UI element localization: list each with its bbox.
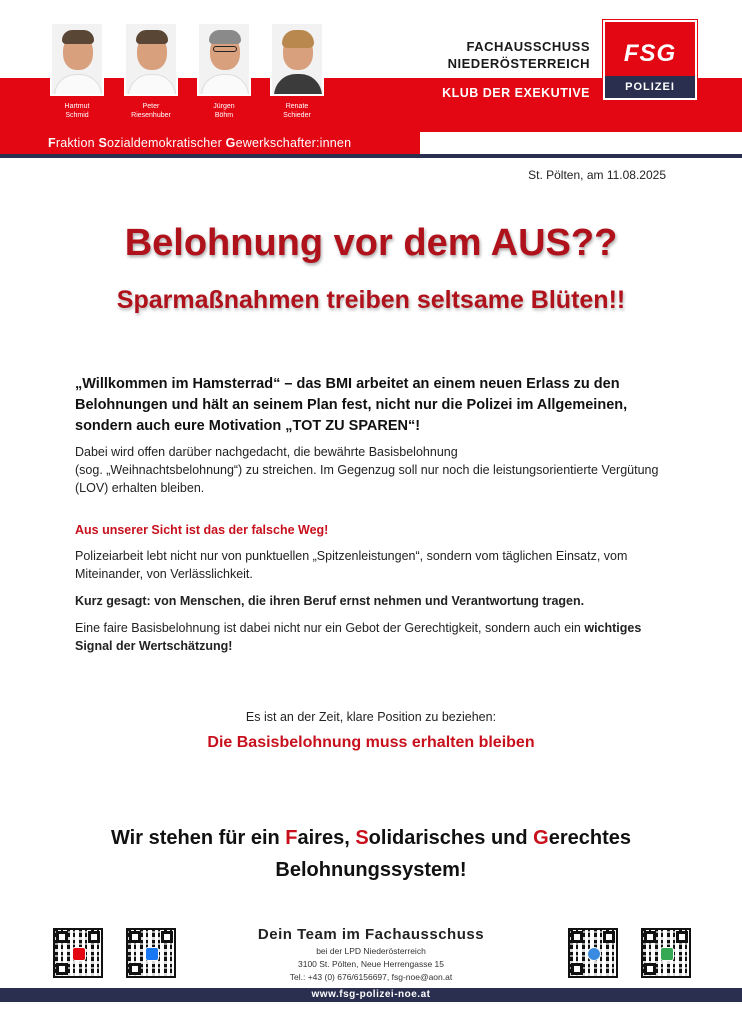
paragraph-bold: Kurz gesagt: von Menschen, die ihren Beruf ernst nehmen und Verantwortung tragen.	[75, 594, 585, 608]
portrait-photo	[50, 22, 104, 96]
fsg-polizei-logo	[603, 20, 697, 100]
team-address-line: 3100 St. Pölten, Neue Herrengasse 15	[297, 959, 444, 969]
portrait-photo	[197, 22, 251, 96]
person-name: Hartmut Schmid	[64, 103, 90, 119]
call-to-position: Es ist an der Zeit, klare Position zu beziehen:	[245, 710, 497, 724]
facebook-icon	[145, 947, 159, 961]
logo-brand: FSG	[623, 40, 677, 67]
website-link[interactable]: www.fsg-polizei-noe.at	[311, 989, 431, 1000]
paragraph: Dabei wird offen darüber nachgedacht, die bewährte Basisbelohnung (sog. „Weihnachtsbelohnung“) zu streichen. Im Gegenzug soll nur noch die leistungsorientierte Vergütung (LOV) erhalten bleiben.	[75, 445, 659, 495]
person-name: Jürgen Böhm	[213, 103, 235, 119]
logo-sub: POLIZEI	[605, 76, 695, 98]
slogan: Wir stehen für ein Faires, Solidarisches und Gerechtes Belohnungssystem!	[110, 827, 631, 881]
person-card	[124, 22, 178, 120]
document-date: St. Pölten, am 11.08.2025	[528, 168, 666, 182]
main-content	[75, 374, 675, 655]
person-card	[270, 22, 324, 120]
page-subtitle: Sparmaßnahmen treiben seltsame Blüten!!	[116, 286, 626, 314]
person-card	[197, 22, 251, 120]
person-name: Renate Schieder	[283, 103, 311, 119]
fraktion-label: Fraktion Sozialdemokratischer Gewerkschafter:innen	[48, 136, 352, 150]
page-title: Belohnung vor dem AUS??	[124, 222, 618, 264]
fachausschuss-title: FACHAUSSCHUSS NIEDERÖSTERREICH	[447, 39, 590, 71]
portrait-photo	[124, 22, 178, 96]
person-name: Peter Riesenhuber	[131, 103, 171, 119]
key-demand: Die Basisbelohnung muss erhalten bleiben	[207, 734, 535, 751]
portrait-photo	[270, 22, 324, 96]
fsg-logo-icon	[72, 947, 86, 961]
paragraph: Eine faire Basisbelohnung ist dabei nicht nur ein Gebot der Gerechtigkeit, sondern auch ein wichtiges Signal der Wertschätzung!	[75, 621, 642, 653]
lead-paragraph: „Willkommen im Hamsterrad“ – das BMI arbeitet an einem neuen Erlass zu den Belohnungen und hält an seinem Plan fest, nicht nur die Polizei im Allgemeinen, sondern auch eure Motivation „TOT ZU SPAREN“!	[75, 376, 628, 434]
paragraph: Polizeiarbeit lebt nicht nur von punktuellen „Spitzenleistungen“, sondern vom täglichen Einsatz, vom Miteinander, von Verlässlichkeit.	[75, 549, 628, 581]
play-store-icon	[660, 947, 674, 961]
klub-label: KLUB DER EXEKUTIVE	[442, 86, 590, 100]
header-navy-rule	[0, 154, 742, 158]
team-address-line: bei der LPD Niederösterreich	[316, 946, 426, 956]
team-contact-line: Tel.: +43 (0) 676/6156697, fsg-noe@aon.at	[289, 972, 453, 982]
team-title: Dein Team im Fachausschuss	[257, 926, 485, 943]
person-card	[50, 22, 104, 120]
red-heading: Aus unserer Sicht ist das der falsche Weg!	[75, 523, 329, 537]
messenger-icon	[587, 947, 601, 961]
